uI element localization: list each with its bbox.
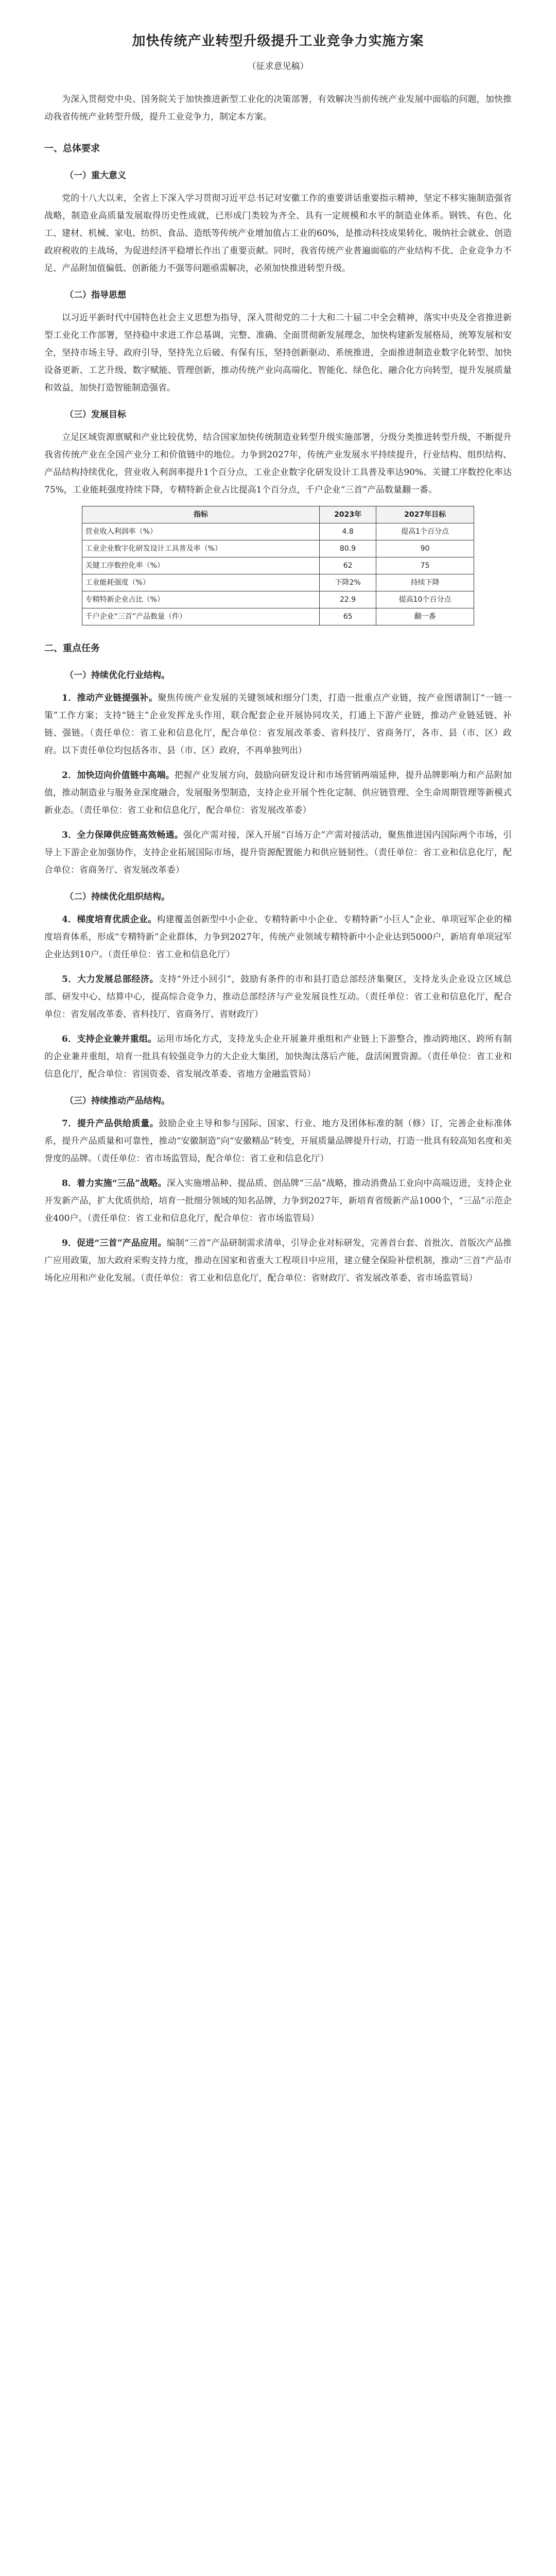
table-header-cell: 2027年目标 xyxy=(376,506,474,523)
task-lead: 3．全力保障供应链高效畅通。 xyxy=(62,830,184,840)
task-text: 编制“三首”产品研制需求清单，引导企业对标研发，完善首台套、首批次、首版次产品推广应用政策，加大政府采购支持力度，推动在国家和省重大工程项目中应用，建立健全保险补偿机制，推动“三首”产品市场化应用和产业化发展。（责任单位：省工业和信息化厅，配合单位：省财政厅、省发展改革委、省市场监管局） xyxy=(44,1238,512,1283)
task-lead: 4．梯度培育优质企业。 xyxy=(62,914,157,925)
subheading-organization-structure: （二）持续优化组织结构。 xyxy=(65,892,170,902)
table-cell: 翻一番 xyxy=(376,608,474,625)
task-lead: 8．着力实施“三品”战略。 xyxy=(62,1178,167,1189)
task-lead: 6．支持企业兼并重组。 xyxy=(62,1034,157,1044)
subheading-goals: （三）发展目标 xyxy=(65,410,126,420)
table-cell: 提高10个百分点 xyxy=(376,591,474,608)
table-cell: 提高1个百分点 xyxy=(376,523,474,540)
task-item xyxy=(44,971,512,1023)
table-row xyxy=(82,591,474,608)
task-text: 把握产业发展方向，鼓励向研发设计和市场营销两端延伸，提升品牌影响力和产品附加值，推动制造业与服务业深度融合，发展服务型制造，支持企业开展个性化定制、供应链管理、全生命周期管理等新模式新业态。（责任单位：省工业和信息化厅，配合单位：省发展改革委） xyxy=(44,770,512,816)
table-cell: 75 xyxy=(376,557,474,574)
indicator-table xyxy=(82,506,475,625)
document-subtitle: （征求意见稿） xyxy=(247,61,309,72)
task-item xyxy=(44,1030,512,1083)
task-item xyxy=(44,1175,512,1227)
table-cell: 下降2% xyxy=(320,574,376,591)
subheading-guiding-ideology: （二）指导思想 xyxy=(65,290,126,300)
table-row xyxy=(82,574,474,591)
table-cell: 专精特新企业占比（%） xyxy=(82,591,320,608)
task-item xyxy=(44,1234,512,1287)
table-cell: 工业能耗强度（%） xyxy=(82,574,320,591)
table-row xyxy=(82,608,474,625)
task-lead: 7．提升产品供给质量。 xyxy=(62,1118,159,1129)
table-cell: 关键工序数控化率（%） xyxy=(82,557,320,574)
task-text: 深入实施增品种、提品质、创品牌“三品”战略，推动消费品工业向中高端迈进，支持企业开发新产品，扩大优质供给，培育一批细分领域的知名品牌，力争到2027年，新培育省级新产品1000个，“三品”示范企业400户。（责任单位：省工业和信息化厅，配合单位：省市场监管局） xyxy=(44,1178,512,1224)
section-heading-general: 一、总体要求 xyxy=(44,143,100,154)
goals-paragraph: 立足区域资源禀赋和产业比较优势，结合国家加快传统制造业转型升级实施部署，分级分类推进转型升级，不断提升我省传统产业在全国产业分工和价值链中的地位。力争到2027年，传统产业发展水平持续提升，行业结构、组织结构、产品结构持续优化，营业收入利润率提升1个百分点，工业企业数字化研发设计工具普及率达90%、关键工序数控化率达75%，工业能耗强度持续下降，专精特新企业占比提高1个百分点，千户企业“三首”产品数量翻一番。 xyxy=(44,432,512,495)
task-item xyxy=(44,767,512,819)
task-item xyxy=(44,689,512,759)
task-text: 支持“外迁小回引”，鼓励有条件的市和县打造总部经济集聚区，支持龙头企业设立区域总部、研发中心、结算中心，提高综合竞争力，推动总部经济与产业发展良性互动。（责任单位：省工业和信息化厅，配合单位：省发展改革委、省科技厅、省商务厅、省财政厅） xyxy=(44,974,512,1020)
task-text: 构建覆盖创新型中小企业、专精特新中小企业、专精特新“小巨人”企业、单项冠军企业的梯度培育体系，形成“专精特新”企业群体，力争到2027年，传统产业领域专精特新中小企业达到5000户，新培育单项冠军企业达到10户。（责任单位：省工业和信息化厅） xyxy=(44,914,512,960)
task-lead: 5．大力发展总部经济。 xyxy=(62,974,159,985)
task-lead: 9．促进“三首”产品应用。 xyxy=(62,1238,167,1248)
table-cell: 90 xyxy=(376,540,474,557)
task-item xyxy=(44,1115,512,1167)
task-lead: 1．推动产业链提强补。 xyxy=(62,693,158,703)
task-text: 强化产需对接，深入开展“百场万企”产需对接活动，聚焦推进国内国际两个市场，引导上下游企业加强协作，支持企业拓展国际市场，提升资源配置能力和供应链韧性。（责任单位：省工业和信息化厅，配合单位：省商务厅、省发展改革委） xyxy=(44,830,512,875)
subheading-significance: （一）重大意义 xyxy=(65,171,126,181)
table-header-row xyxy=(82,506,474,523)
table-cell: 工业企业数字化研发设计工具普及率（%） xyxy=(82,540,320,557)
table-row xyxy=(82,523,474,540)
section-heading-key-tasks: 二、重点任务 xyxy=(44,643,100,654)
table-cell: 22.9 xyxy=(320,591,376,608)
task-text: 运用市场化方式，支持龙头企业开展兼并重组和产业链上下游整合，推动跨地区、跨所有制的企业兼并重组，培育一批具有较强竞争力的大企业大集团，加快淘汰落后产能，盘活闲置资源。（责任单位：省工业和信息化厅，配合单位：省国资委、省发展改革委、省地方金融监管局） xyxy=(44,1034,512,1079)
table-cell: 80.9 xyxy=(320,540,376,557)
table-cell: 62 xyxy=(320,557,376,574)
guiding-ideology-paragraph: 以习近平新时代中国特色社会主义思想为指导，深入贯彻党的二十大和二十届二中全会精神，落实中央及全省推进新型工业化工作部署，坚持稳中求进工作总基调，完整、准确、全面贯彻新发展理念，加快构建新发展格局，统筹发展和安全，坚持市场主导、政府引导，坚持先立后破、有保有压，坚持创新驱动、系统推进，全面推进制造业数字化转型、加快设备更新、工艺升级、数字赋能、管理创新，推动传统产业向高端化、智能化、绿色化、融合化方向转型，提升发展质量和效益，加快打造智能制造强省。 xyxy=(44,313,512,393)
intro-paragraph: 为深入贯彻党中央、国务院关于加快推进新型工业化的决策部署，有效解决当前传统产业发展中面临的问题，加快推动我省传统产业转型升级，提升工业竞争力，制定本方案。 xyxy=(44,94,512,122)
significance-paragraph: 党的十八大以来，全省上下深入学习贯彻习近平总书记对安徽工作的重要讲话重要指示精神，坚定不移实施制造强省战略，制造业高质量发展取得历史性成就，已形成门类较为齐全、具有一定规模和水平的制造业体系。钢铁、有色、化工、建材、机械、家电、纺织、食品、造纸等传统产业增加值占工业的60%，是推动科技成果转化、吸纳社会就业、创造政府税收的主战场，为促进经济平稳增长作出了重要贡献。同时，我省传统产业普遍面临的产业结构不优、企业竞争力不足、产品附加值偏低、创新能力不强等问题亟需解决，必须加快推进转型升级。 xyxy=(44,193,512,274)
table-cell: 营业收入利润率（%） xyxy=(82,523,320,540)
task-text: 聚焦传统产业发展的关键领域和细分门类，打造一批重点产业链，按产业图谱制订“一链一策”工作方案；支持“链主”企业发挥龙头作用，联合配套企业开展协同攻关，打通上下游产业链，推动产业链延链、补链、强链。（责任单位：省工业和信息化厅，配合单位：省发展改革委、省科技厅、省商务厅，各市、县（市、区）政府。以下责任单位均包括各市、县（市、区）政府，不再单独列出） xyxy=(44,693,512,756)
subheading-industry-structure: （一）持续优化行业结构。 xyxy=(65,670,170,681)
table-row xyxy=(82,557,474,574)
table-row xyxy=(82,540,474,557)
task-item xyxy=(44,826,512,879)
table-header-cell: 指标 xyxy=(82,506,320,523)
document-title: 加快传统产业转型升级提升工业竞争力实施方案 xyxy=(132,33,424,49)
table-cell: 持续下降 xyxy=(376,574,474,591)
task-lead: 2．加快迈向价值链中高端。 xyxy=(62,770,175,781)
table-cell: 65 xyxy=(320,608,376,625)
task-item xyxy=(44,911,512,963)
task-text: 鼓励企业主导和参与国际、国家、行业、地方及团体标准的制（修）订，完善企业标准体系，提升产品质量和可靠性，推动“安徽制造”向“安徽精品”转变，开展质量品牌提升行动，打造一批具有较高知名度和美誉度的品牌。（责任单位：省市场监管局，配合单位：省工业和信息化厅） xyxy=(44,1118,512,1164)
table-cell: 4.8 xyxy=(320,523,376,540)
subheading-product-structure: （三）持续推动产品结构。 xyxy=(65,1096,170,1106)
table-header-cell: 2023年 xyxy=(320,506,376,523)
table-cell: 千户企业“三首”产品数量（件） xyxy=(82,608,320,625)
